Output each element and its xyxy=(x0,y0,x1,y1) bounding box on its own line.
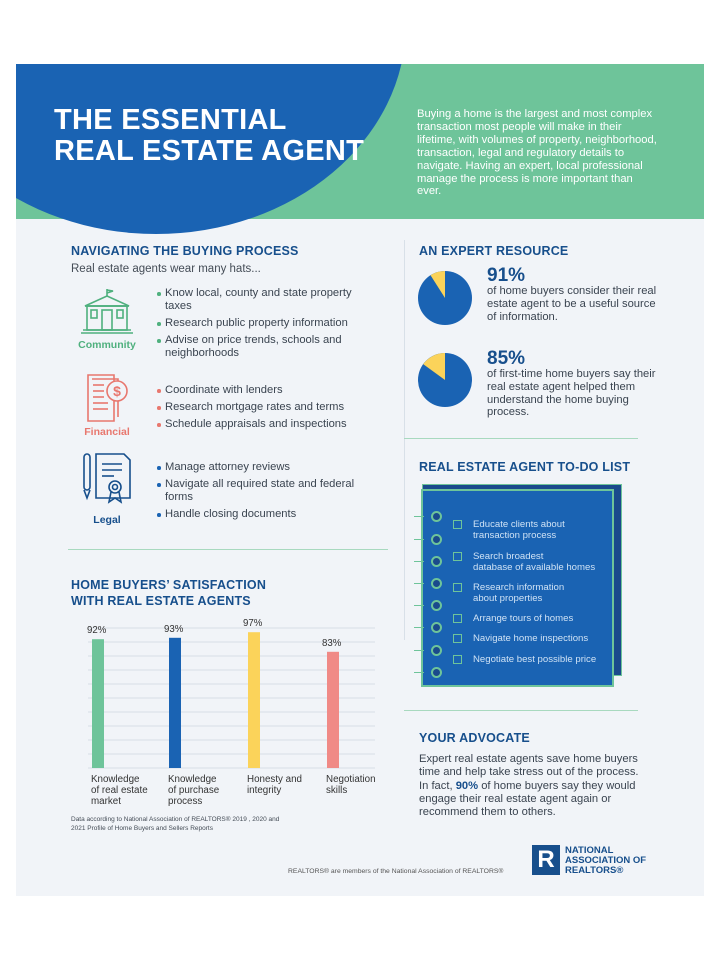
advocate-heading: YOUR ADVOCATE xyxy=(419,731,530,745)
logo-line-3: REALTORS® xyxy=(565,865,624,876)
todo-checkbox[interactable] xyxy=(453,614,462,623)
binder-tick xyxy=(414,516,424,517)
chart-source-note xyxy=(71,816,279,833)
binder-tick xyxy=(414,539,424,540)
binder-ring xyxy=(431,600,442,611)
binder-ring xyxy=(431,534,442,545)
header-band xyxy=(16,64,704,219)
advocate-text-before: Expert real estate agents save home buyers time and help take stress out of the process. In fact, xyxy=(419,753,639,792)
community-label: Community xyxy=(78,339,136,351)
binder-tick xyxy=(414,561,424,562)
stat-2-text: of first-time home buyers say their real estate agent helped them understand the home buying process. xyxy=(487,368,656,419)
list-item: Research public property information xyxy=(157,317,367,330)
todo-heading: REAL ESTATE AGENT TO-DO LIST xyxy=(419,460,631,474)
navigating-heading: NAVIGATING THE BUYING PROCESS xyxy=(71,244,299,258)
bar xyxy=(327,652,339,768)
satisfaction-heading-line-2: WITH REAL ESTATE AGENTS xyxy=(71,594,251,608)
binder-ring xyxy=(431,556,442,567)
binder-ring xyxy=(431,645,442,656)
x-tick-label: Honesty and integrity xyxy=(247,774,303,796)
binder-tick xyxy=(414,583,424,584)
todo-checkbox[interactable] xyxy=(453,655,462,664)
advocate-text-after: of home buyers say they would engage their real estate agent again or recommend them to others. xyxy=(419,779,636,819)
footer-note: REALTORS® are members of the National Association of REALTORS® xyxy=(288,868,504,875)
realtor-logo-text xyxy=(565,846,646,876)
todo-item: Search broadest database of available homes xyxy=(473,551,596,573)
binder-tick xyxy=(414,650,424,651)
list-item: Advise on price trends, schools and neighborhoods xyxy=(157,334,367,360)
list-item: Coordinate with lenders xyxy=(157,384,367,397)
bar xyxy=(92,639,104,768)
binder-ring xyxy=(431,622,442,633)
binder-ring xyxy=(431,578,442,589)
todo-checkbox[interactable] xyxy=(453,634,462,643)
bar-value-label: 83% xyxy=(322,637,342,649)
bar xyxy=(169,638,181,768)
binder-ring xyxy=(431,511,442,522)
advocate-text xyxy=(419,753,649,819)
list-item: Know local, county and state property taxes xyxy=(157,287,367,313)
binder-tick xyxy=(414,672,424,673)
legal-list xyxy=(157,461,367,525)
financial-list xyxy=(157,384,367,435)
logo-line-1: NATIONAL xyxy=(565,845,614,856)
community-list xyxy=(157,287,367,364)
stat-2-percent: 85% xyxy=(487,348,526,369)
bar-value-label: 97% xyxy=(243,618,263,630)
title-line-2: REAL ESTATE AGENT xyxy=(54,135,365,167)
x-tick-label: Negotiation skills xyxy=(326,774,376,796)
todo-checkbox[interactable] xyxy=(453,552,462,561)
list-item: Navigate all required state and federal forms xyxy=(157,478,367,504)
list-item: Handle closing documents xyxy=(157,508,367,521)
bar-value-label: 92% xyxy=(87,625,107,637)
right-divider-2 xyxy=(404,710,638,711)
binder-ring xyxy=(431,667,442,678)
realtor-logo-mark xyxy=(532,845,560,875)
pie-chart-91 xyxy=(417,270,473,326)
list-item: Research mortgage rates and terms xyxy=(157,401,367,414)
page-title xyxy=(54,105,364,167)
expert-heading: AN EXPERT RESOURCE xyxy=(419,244,569,258)
todo-checkbox[interactable] xyxy=(453,583,462,592)
list-item: Schedule appraisals and inspections xyxy=(157,418,367,431)
pie-chart-85 xyxy=(417,352,473,408)
stat-1-percent: 91% xyxy=(487,265,526,286)
binder-tick xyxy=(414,627,424,628)
intro-text: Buying a home is the largest and most complex transaction most people will make in their lifetime, with volumes of property, neighborhood, transaction, legal and regulatory details to navigate. Having an expert, local professional manage the process is more important than ever. xyxy=(417,108,657,198)
title-line-1: THE ESSENTIAL xyxy=(54,104,287,136)
bar xyxy=(248,632,260,768)
binder-tick xyxy=(414,605,424,606)
todo-item: Navigate home inspections xyxy=(473,633,589,644)
financial-label: Financial xyxy=(84,426,130,438)
legal-certificate-icon xyxy=(82,452,134,504)
logo-line-2: ASSOCIATION OF xyxy=(565,855,647,866)
right-divider-1 xyxy=(404,438,638,439)
todo-item: Arrange tours of homes xyxy=(473,613,574,624)
todo-checkbox[interactable] xyxy=(453,520,462,529)
source-line-1: Data according to National Association of REALTORS® 2019 , 2020 and xyxy=(71,816,280,823)
todo-item: Educate clients about transaction process xyxy=(473,519,565,541)
navigating-subheading: Real estate agents wear many hats... xyxy=(71,263,261,275)
source-line-2: 2021 Profile of Home Buyers and Sellers Reports xyxy=(71,824,213,832)
svg-text:$: $ xyxy=(113,383,121,399)
x-tick-label: Knowledge of real estate market xyxy=(91,774,148,807)
satisfaction-heading-line-1: HOME BUYERS’ SATISFACTION xyxy=(71,578,267,592)
satisfaction-heading xyxy=(71,577,266,609)
column-divider xyxy=(404,240,405,640)
advocate-highlight: 90% xyxy=(455,779,479,792)
logo-letter: R xyxy=(537,846,555,873)
courthouse-icon xyxy=(81,288,133,334)
x-tick-label: Knowledge of purchase process xyxy=(168,774,220,807)
todo-item: Research information about properties xyxy=(473,582,565,604)
legal-label: Legal xyxy=(93,514,121,526)
todo-item: Negotiate best possible price xyxy=(473,654,597,665)
bar-value-label: 93% xyxy=(164,623,184,635)
finance-document-icon xyxy=(84,373,130,423)
list-item: Manage attorney reviews xyxy=(157,461,367,474)
left-divider xyxy=(68,549,388,550)
stat-1-text: of home buyers consider their real estate agent to be a useful source of information. xyxy=(487,285,657,323)
